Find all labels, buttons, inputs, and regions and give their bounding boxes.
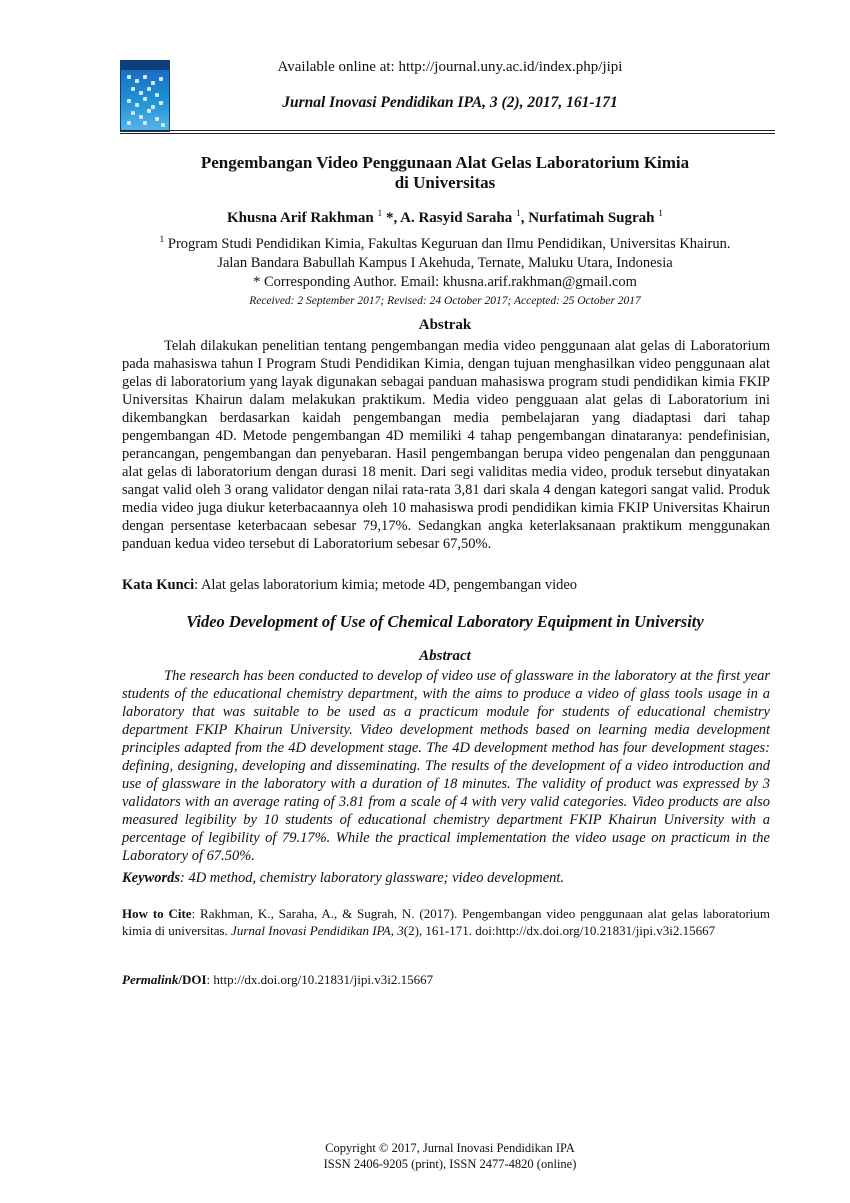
- english-title: Video Development of Use of Chemical Laboratory Equipment in University: [186, 612, 704, 631]
- author-affiliation-mark: 1: [516, 209, 521, 219]
- author-affiliation-mark: 1: [377, 209, 383, 219]
- journal-cover-icon: [120, 60, 170, 132]
- cover-pattern-dot: [135, 79, 139, 83]
- title-line-2: di Universitas: [394, 173, 496, 192]
- submission-dates: Received: 2 September 2017; Revised: 24 October 2017; Accepted: 25 October 2017: [249, 295, 641, 307]
- author-separator: ,: [520, 210, 529, 226]
- cover-pattern-dot: [143, 97, 147, 101]
- cover-pattern-dot: [143, 75, 147, 79]
- doi-label: /DOI: [178, 972, 207, 987]
- title-line-1: Pengembangan Video Penggunaan Alat Gelas Laboratorium Kimia: [200, 153, 690, 172]
- cover-pattern-dot: [147, 109, 151, 113]
- citation-text-end[interactable]: (2), 161-171. doi:http://dx.doi.org/10.21831/jipi.v3i2.15667: [403, 923, 716, 938]
- affiliation-mark: 1: [159, 235, 165, 245]
- author-name: A. Rasyid Saraha: [400, 210, 513, 226]
- cover-pattern-dot: [151, 105, 155, 109]
- cover-pattern-dot: [139, 115, 143, 119]
- citation-journal: Jurnal Inovasi Pendidikan IPA, 3: [231, 923, 404, 938]
- author-affiliation-mark: 1: [658, 209, 664, 219]
- cover-pattern-dot: [155, 117, 159, 121]
- affiliation-line-1: [120, 231, 770, 254]
- abstract-text: The research has been conducted to develop of video use of glassware in the laboratory at the first year students of the educational chemistry department, with the aims to produce a video of glass tools usage in a laboratory that was suitable to be used as a practicum module for students of educational chemistry department FKIP Khairun University. Video development methods based on learning media development principles adapted from the 4D development stage. The 4D development method has four development stages: defining, designing, developing and disseminating. The results of the development of a video introduction and use of glassware in the laboratory with a duration of 18 minutes. The validity of product was expressed by 3 validators with an average rating of 3.81 from a scale of 4 with very valid categories. Video products are also measured legibility by 10 students of educational chemistry department FKIP Khairun University with a percentage of legibility of 79.17%. While the practical implementation the video usage on practicum in the Laboratory of 67.50%.: [122, 668, 770, 864]
- how-to-cite: [122, 905, 770, 939]
- cover-pattern-dot: [161, 123, 165, 127]
- abstract-heading: Abstract: [419, 648, 471, 664]
- cover-pattern-dot: [131, 111, 135, 115]
- issn-line: ISSN 2406-9205 (print), ISSN 2477-4820 (online): [323, 1157, 577, 1171]
- keywords-text: : 4D method, chemistry laboratory glassware; video development.: [180, 870, 565, 886]
- cover-pattern-dot: [127, 75, 131, 79]
- cover-pattern-dot: [159, 101, 163, 105]
- kata-kunci: [122, 577, 770, 594]
- how-to-cite-label: How to Cite: [122, 906, 192, 921]
- page-footer: [200, 1140, 700, 1172]
- corresponding-author: * Corresponding Author. Email: khusna.arif.rakhman@gmail.com: [253, 273, 637, 290]
- author-separator: *,: [382, 210, 401, 226]
- cover-pattern-dot: [151, 81, 155, 85]
- cover-pattern-dot: [155, 93, 159, 97]
- cover-pattern-dot: [159, 77, 163, 81]
- abstrak-heading: Abstrak: [418, 317, 472, 333]
- cover-pattern-dot: [143, 121, 147, 125]
- affiliation-line-2: Jalan Bandara Babullah Kampus I Akehuda, Ternate, Maluku Utara, Indonesia: [217, 254, 673, 271]
- copyright-line: Copyright © 2017, Jurnal Inovasi Pendidikan IPA: [325, 1141, 575, 1155]
- kata-kunci-label: Kata Kunci: [122, 577, 195, 593]
- keywords: [122, 870, 770, 887]
- author-name: Khusna Arif Rakhman: [226, 210, 374, 226]
- header-rule-bottom: [120, 133, 775, 134]
- author-name: Nurfatimah Sugrah: [528, 210, 655, 226]
- abstrak-text: Telah dilakukan penelitian tentang pengembangan media video penggunaan alat gelas di Laboratorium pada mahasiswa tahun I Program Studi Pendidikan Kimia, dengan tujuan menghasilkan video penggunaan alat gelas di laboratorium yang layak digunakan sebagai panduan mahasiswa program studi pendidikan kimia FKIP Universitas Khairun dalam melakukan praktikum. Media video pengguaan alat gelas di Laboratorium ini dikembangkan berdasarkan kaidah pengembangan media pembelajaran yang diadaptasi dari tahap pengembangan 4D. Metode pengembangan 4D memiliki 4 tahap pengembangan dinataranya: pendefinisian, perancangan, pengembangan dan penyebaran. Hasil pengembangan berupa video pengenalan dan penggunaan alat gelas di laboratorium dengan durasi 18 menit. Dari segi validitas media video, produk tersebut dinyatakan sangat valid oleh 3 orang validator dengan nilai rata-rata 3,81 dari skala 4 dengan kategori sangat valid. Produk media video juga diukur keterbacaannya oleh 10 mahasiswa prodi pendidikan kimia FKIP Universitas Khairun dengan persentase keterbacaan sebesar 79,17%. Sedangkan angka keterlaksanaan praktikum menggunakan panduan kedua video tersebut di Laboratorium sebesar 67,50%.: [122, 338, 770, 552]
- affiliation-text: Program Studi Pendidikan Kimia, Fakultas Keguruan dan Ilmu Pendidikan, Universitas Khairun.: [164, 235, 731, 252]
- affiliation-block: [120, 231, 770, 292]
- cover-pattern-dot: [135, 103, 139, 107]
- cover-pattern-dot: [127, 99, 131, 103]
- journal-citation-header: Jurnal Inovasi Pendidikan IPA, 3 (2), 2017, 161-171: [282, 94, 618, 111]
- permalink-link[interactable]: : http://dx.doi.org/10.21831/jipi.v3i2.15667: [206, 972, 434, 987]
- header-rule-top: [120, 130, 775, 131]
- cover-pattern-dot: [127, 121, 131, 125]
- keywords-label: Keywords: [122, 870, 180, 886]
- available-online-link[interactable]: Available online at: http://journal.uny.ac.id/index.php/jipi: [277, 59, 623, 75]
- author-list: [120, 209, 770, 227]
- cover-pattern-dot: [131, 87, 135, 91]
- kata-kunci-text: : Alat gelas laboratorium kimia; metode 4D, pengembangan video: [194, 577, 578, 593]
- article-title: [120, 153, 770, 193]
- cover-pattern-dot: [147, 87, 151, 91]
- cover-pattern-dot: [139, 91, 143, 95]
- citation-text: : Rakhman, K., Saraha, A., & Sugrah, N. (2017). Pengembangan video penggunaan alat gelas laboratorium kimia di universitas.: [122, 906, 770, 938]
- permalink-label: Permalink: [122, 972, 179, 987]
- permalink-doi: [122, 972, 770, 988]
